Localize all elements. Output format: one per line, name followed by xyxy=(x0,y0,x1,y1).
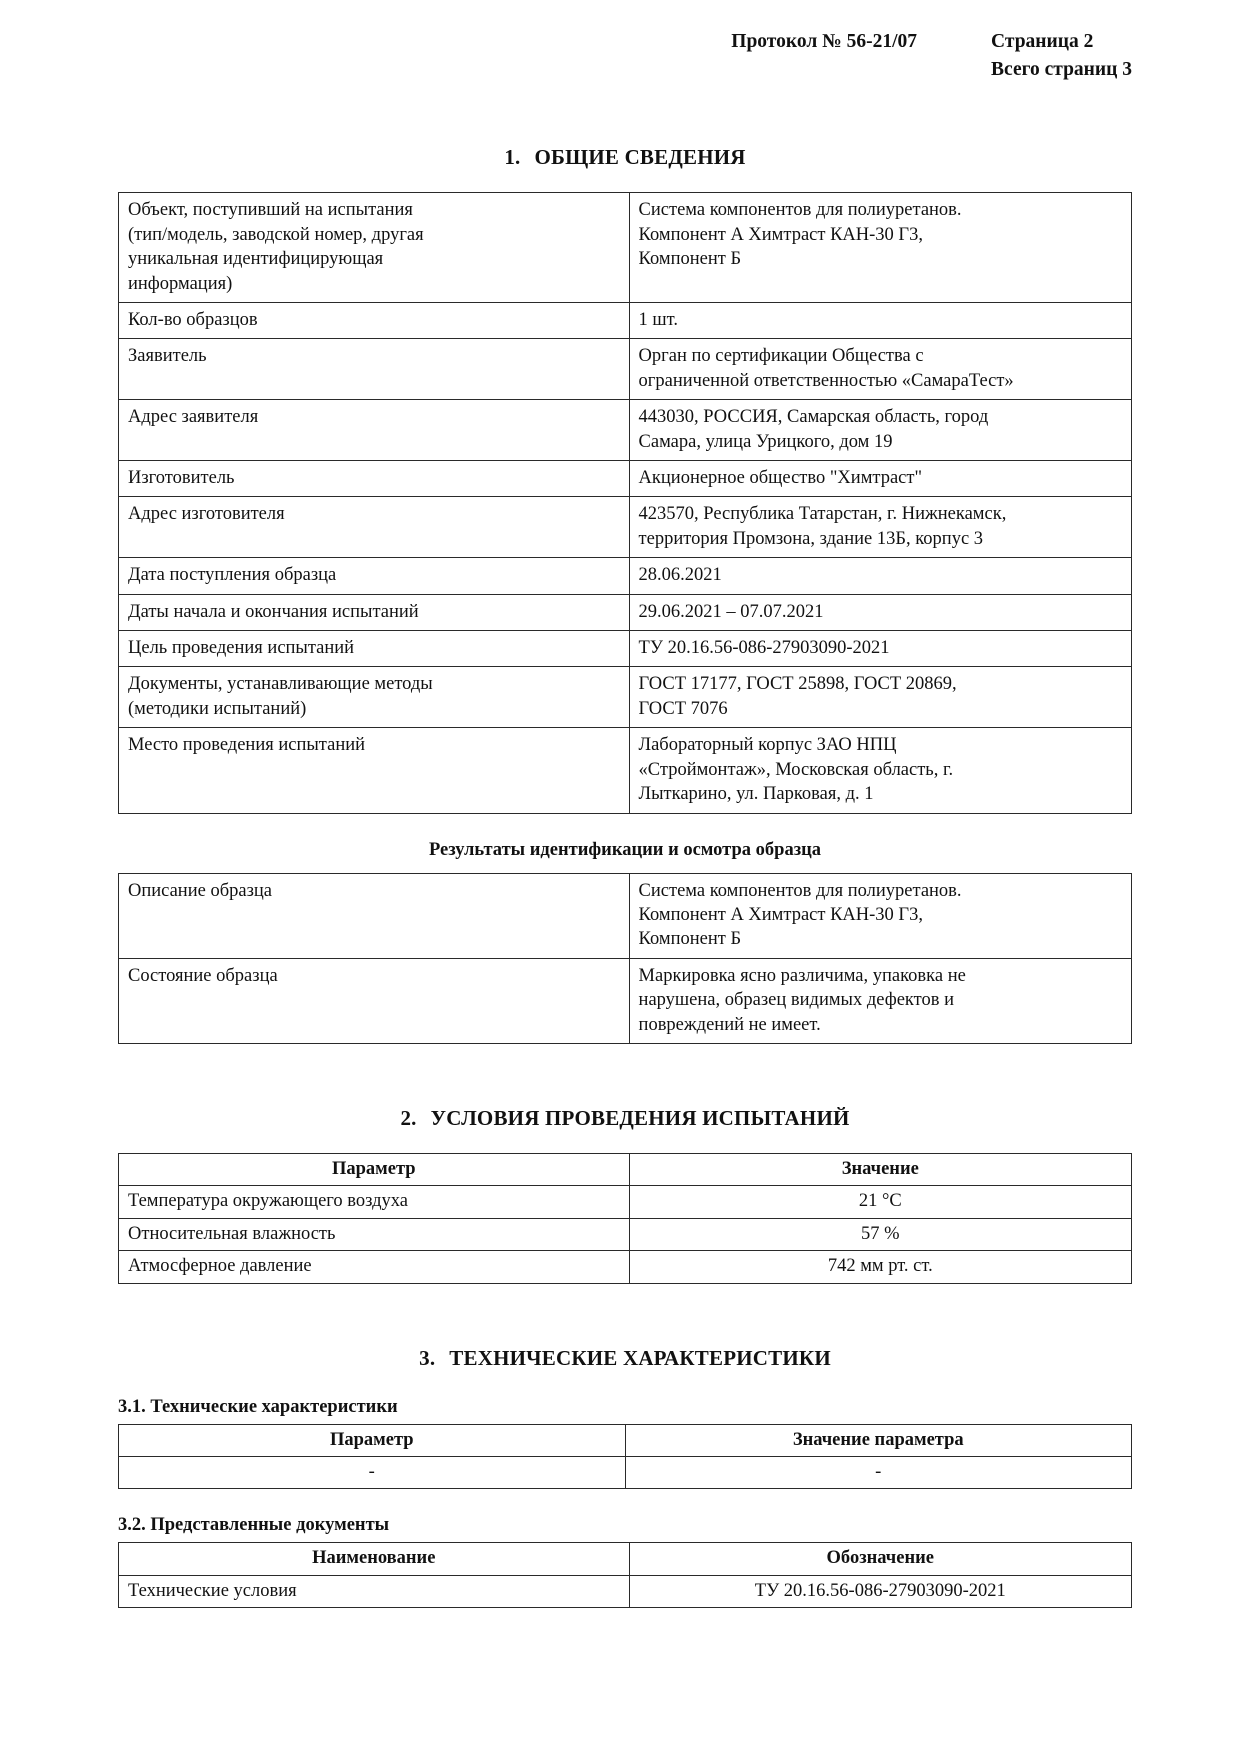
section-1-number: 1. xyxy=(504,145,521,170)
label-line: Документы, устанавливающие методы xyxy=(128,674,433,695)
table-row xyxy=(119,303,1132,339)
label-line: Описание образца xyxy=(128,880,272,901)
row-value xyxy=(629,667,1131,728)
row-value xyxy=(629,303,1131,339)
label-line: Цель проведения испытаний xyxy=(128,638,355,659)
label-line: Дата поступления образца xyxy=(128,565,337,586)
parameter-value: 21 °С xyxy=(629,1186,1131,1218)
row-label xyxy=(119,339,630,400)
row-label xyxy=(119,873,630,958)
value-line: 28.06.2021 xyxy=(638,565,722,586)
value-line: Система компонентов для полиуретанов. xyxy=(638,200,962,221)
row-label xyxy=(119,461,630,497)
row-label xyxy=(119,631,630,667)
label-line: Состояние образца xyxy=(128,965,278,986)
section-1-heading xyxy=(118,145,1132,170)
value-line: ограниченной ответственностью «СамараТест» xyxy=(638,370,1014,391)
page-numbering xyxy=(991,28,1132,83)
row-value xyxy=(629,728,1131,813)
value-line: Компонент А Химтраст КАН-30 Г3, xyxy=(638,904,924,925)
protocol-number: Протокол № 56-21/07 xyxy=(731,31,918,52)
table-row xyxy=(119,1218,1132,1250)
label-line: Изготовитель xyxy=(128,468,235,489)
page-number-label: Страница 2 xyxy=(991,31,1094,52)
submitted-documents-table xyxy=(118,1542,1132,1608)
table-row xyxy=(119,1456,1132,1488)
row-label xyxy=(119,303,630,339)
value-line: 443030, РОССИЯ, Самарская область, город xyxy=(638,407,989,428)
row-label xyxy=(119,958,630,1043)
parameter-name: Относительная влажность xyxy=(119,1218,630,1250)
table-row xyxy=(119,461,1132,497)
value-line: Акционерное общество "Химтраст" xyxy=(638,468,923,489)
column-header-value: Значение xyxy=(629,1153,1131,1185)
value-line: 423570, Республика Татарстан, г. Нижнекамск, xyxy=(638,504,1007,525)
table-row xyxy=(119,193,1132,303)
parameter-name: - xyxy=(119,1456,626,1488)
value-line: ТУ 20.16.56-086-27903090-2021 xyxy=(638,638,890,659)
label-line: информация) xyxy=(128,273,233,294)
test-conditions-table xyxy=(118,1153,1132,1284)
subsection-3-1-heading: 3.1. Технические характеристики xyxy=(118,1396,398,1417)
value-line: Компонент Б xyxy=(638,929,742,950)
row-value xyxy=(629,873,1131,958)
column-header-parameter: Параметр xyxy=(119,1153,630,1185)
general-info-table xyxy=(118,192,1132,813)
table-row xyxy=(119,339,1132,400)
table-row xyxy=(119,400,1132,461)
column-header-parameter: Параметр xyxy=(119,1424,626,1456)
label-line: Адрес изготовителя xyxy=(128,504,285,525)
table-row xyxy=(119,1186,1132,1218)
row-value xyxy=(629,400,1131,461)
identification-heading: Результаты идентификации и осмотра образца xyxy=(428,839,822,860)
value-line: 29.06.2021 – 07.07.2021 xyxy=(638,601,824,622)
label-line: (методики испытаний) xyxy=(128,698,307,719)
row-label xyxy=(119,497,630,558)
table-row xyxy=(119,728,1132,813)
parameter-name: Температура окружающего воздуха xyxy=(119,1186,630,1218)
table-row xyxy=(119,958,1132,1043)
label-line: Объект, поступивший на испытания xyxy=(128,200,413,221)
row-value xyxy=(629,461,1131,497)
value-line: нарушена, образец видимых дефектов и xyxy=(638,990,955,1011)
subsection-3-2-heading: 3.2. Представленные документы xyxy=(118,1515,390,1536)
section-3-title: ТЕХНИЧЕСКИЕ ХАРАКТЕРИСТИКИ xyxy=(449,1345,831,1370)
row-value xyxy=(629,193,1131,303)
label-line: уникальная идентифицирующая xyxy=(128,249,384,270)
value-line: повреждений не имеет. xyxy=(638,1014,821,1035)
technical-characteristics-table xyxy=(118,1424,1132,1490)
value-line: «Строймонтаж», Московская область, г. xyxy=(638,759,954,780)
row-label xyxy=(119,728,630,813)
section-3-heading xyxy=(118,1346,1132,1371)
table-row xyxy=(119,631,1132,667)
identification-table xyxy=(118,873,1132,1044)
parameter-value: 742 мм рт. ст. xyxy=(629,1251,1131,1283)
value-line: Система компонентов для полиуретанов. xyxy=(638,880,962,901)
table-row xyxy=(119,558,1132,594)
table-header-row xyxy=(119,1153,1132,1185)
value-line: Компонент Б xyxy=(638,249,742,270)
value-line: ГОСТ 17177, ГОСТ 25898, ГОСТ 20869, xyxy=(638,674,957,695)
section-2-title: УСЛОВИЯ ПРОВЕДЕНИЯ ИСПЫТАНИЙ xyxy=(430,1105,850,1130)
parameter-value: 57 % xyxy=(629,1218,1131,1250)
label-line: Место проведения испытаний xyxy=(128,735,366,756)
value-line: Компонент А Химтраст КАН-30 Г3, xyxy=(638,224,924,245)
value-line: Орган по сертификации Общества с xyxy=(638,346,924,367)
table-row xyxy=(119,1575,1132,1607)
table-row xyxy=(119,594,1132,630)
table-header-row xyxy=(119,1543,1132,1575)
parameter-value: - xyxy=(625,1456,1132,1488)
table-row xyxy=(119,667,1132,728)
value-line: ГОСТ 7076 xyxy=(638,698,728,719)
table-header-row xyxy=(119,1424,1132,1456)
value-line: территория Промзона, здание 13Б, корпус 3 xyxy=(638,528,984,549)
row-label xyxy=(119,558,630,594)
row-value xyxy=(629,339,1131,400)
row-label xyxy=(119,400,630,461)
column-header-parameter-value: Значение параметра xyxy=(625,1424,1132,1456)
row-label xyxy=(119,193,630,303)
label-line: Даты начала и окончания испытаний xyxy=(128,601,419,622)
row-value xyxy=(629,558,1131,594)
document-name: Технические условия xyxy=(119,1575,630,1607)
row-label xyxy=(119,594,630,630)
document-designation: ТУ 20.16.56-086-27903090-2021 xyxy=(629,1575,1131,1607)
row-value xyxy=(629,594,1131,630)
label-line: Адрес заявителя xyxy=(128,407,259,428)
table-row xyxy=(119,873,1132,958)
value-line: Лабораторный корпус ЗАО НПЦ xyxy=(638,735,897,756)
table-row xyxy=(119,1251,1132,1283)
label-line: (тип/модель, заводской номер, другая xyxy=(128,224,424,245)
page-header xyxy=(118,28,1132,83)
value-line: Лыткарино, ул. Парковая, д. 1 xyxy=(638,784,874,805)
row-value xyxy=(629,958,1131,1043)
section-1-title: ОБЩИЕ СВЕДЕНИЯ xyxy=(534,145,746,170)
label-line: Кол-во образцов xyxy=(128,310,258,330)
parameter-name: Атмосферное давление xyxy=(119,1251,630,1283)
value-line: 1 шт. xyxy=(638,310,678,330)
value-line: Маркировка ясно различима, упаковка не xyxy=(638,965,966,986)
total-pages-label: Всего страниц 3 xyxy=(991,58,1132,80)
value-line: Самара, улица Урицкого, дом 19 xyxy=(638,431,893,452)
row-value xyxy=(629,497,1131,558)
row-value xyxy=(629,631,1131,667)
label-line: Заявитель xyxy=(128,346,207,367)
section-2-number: 2. xyxy=(400,1105,417,1130)
section-3-number: 3. xyxy=(419,1345,436,1370)
table-row xyxy=(119,497,1132,558)
row-label xyxy=(119,667,630,728)
section-2-heading xyxy=(118,1106,1132,1131)
column-header-name: Наименование xyxy=(119,1543,630,1575)
column-header-designation: Обозначение xyxy=(629,1543,1131,1575)
